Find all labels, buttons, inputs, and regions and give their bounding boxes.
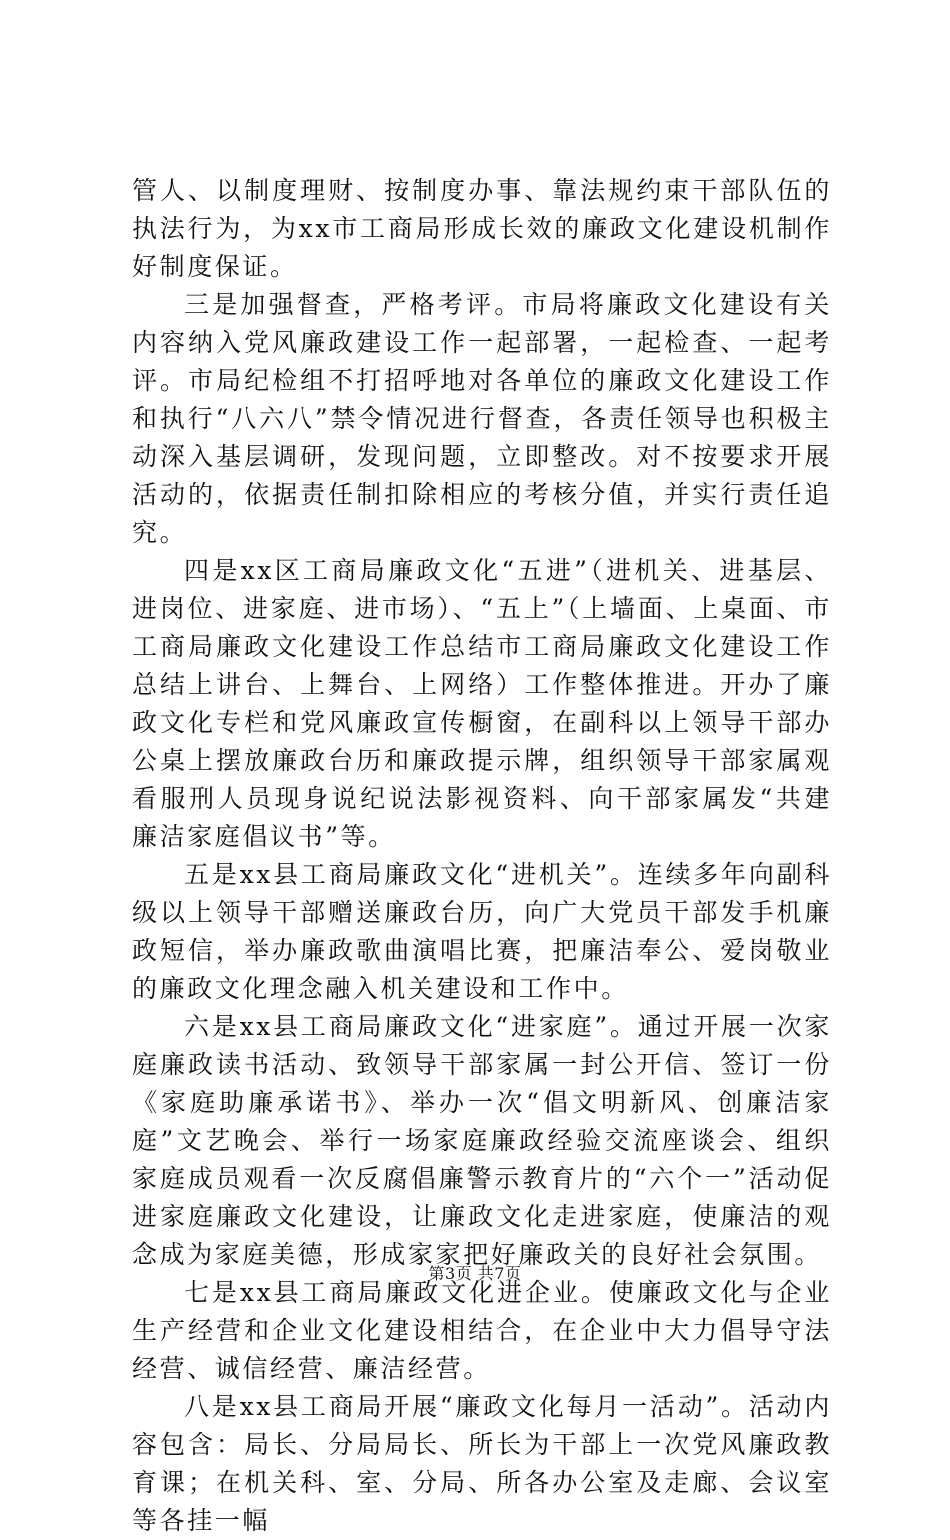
paragraph-county-organs: 五是xx县工商局廉政文化“进机关”。连续多年向副科级以上领导干部赠送廉政台历，向广大党员干部发手机廉政短信，举办廉政歌曲演唱比赛，把廉洁奉公、爱岗敬业的廉政文化理念融入机关建设和工作中。 <box>132 860 832 1003</box>
page-footer: 第3页 共7页 <box>428 1264 522 1283</box>
paragraph-county-enterprises: 七是xx县工商局廉政文化进企业。使廉政文化与企业生产经营和企业文化建设相结合，在企业中大力倡导守法经营、诚信经营、廉洁经营。 <box>132 1278 832 1383</box>
paragraph-district-five-entries: 四是xx区工商局廉政文化“五进”（进机关、进基层、进岗位、进家庭、进市场）、“五上”（上墙面、上桌面、市工商局廉政文化建设工作总结市工商局廉政文化建设工作总结上讲台、上舞台、上网络）工作整体推进。开办了廉政文化专栏和党风廉政宣传橱窗，在副科以上领导干部办公桌上摆放廉政台历和廉政提示牌，组织领导干部家属观看服刑人员现身说纪说法影视资料、向干部家属发“共建廉洁家庭倡议书”等。 <box>132 556 832 851</box>
document-body <box>132 172 832 1540</box>
paragraph-county-families: 六是xx县工商局廉政文化“进家庭”。通过开展一次家庭廉政读书活动、致领导干部家属一封公开信、签订一份《家庭助廉承诺书》、举办一次“倡文明新风、创廉洁家庭”文艺晚会、举行一场家庭廉政经验交流座谈会、组织家庭成员观看一次反腐倡廉警示教育片的“六个一”活动促进家庭廉政文化建设，让廉政文化走进家庭，使廉洁的观念成为家庭美德，形成家家把好廉政关的良好社会氛围。 <box>132 1012 832 1269</box>
paragraph-continuation: 管人、以制度理财、按制度办事、靠法规约束干部队伍的执法行为，为xx市工商局形成长效的廉政文化建设机制作好制度保证。 <box>132 176 832 281</box>
paragraph-supervision: 三是加强督查，严格考评。市局将廉政文化建设有关内容纳入党风廉政建设工作一起部署，一起检查、一起考评。市局纪检组不打招呼地对各单位的廉政文化建设工作和执行“八六八”禁令情况进行督查，各责任领导也积极主动深入基层调研，发现问题，立即整改。对不按要求开展活动的，依据责任制扣除相应的考核分值，并实行责任追究。 <box>132 290 832 547</box>
paragraph-monthly-activity: 八是xx县工商局开展“廉政文化每月一活动”。活动内容包含：局长、分局局长、所长为干部上一次党风廉政教育课；在机关科、室、分局、所各办公室及走廊、会议室等各挂一幅 <box>132 1392 832 1535</box>
